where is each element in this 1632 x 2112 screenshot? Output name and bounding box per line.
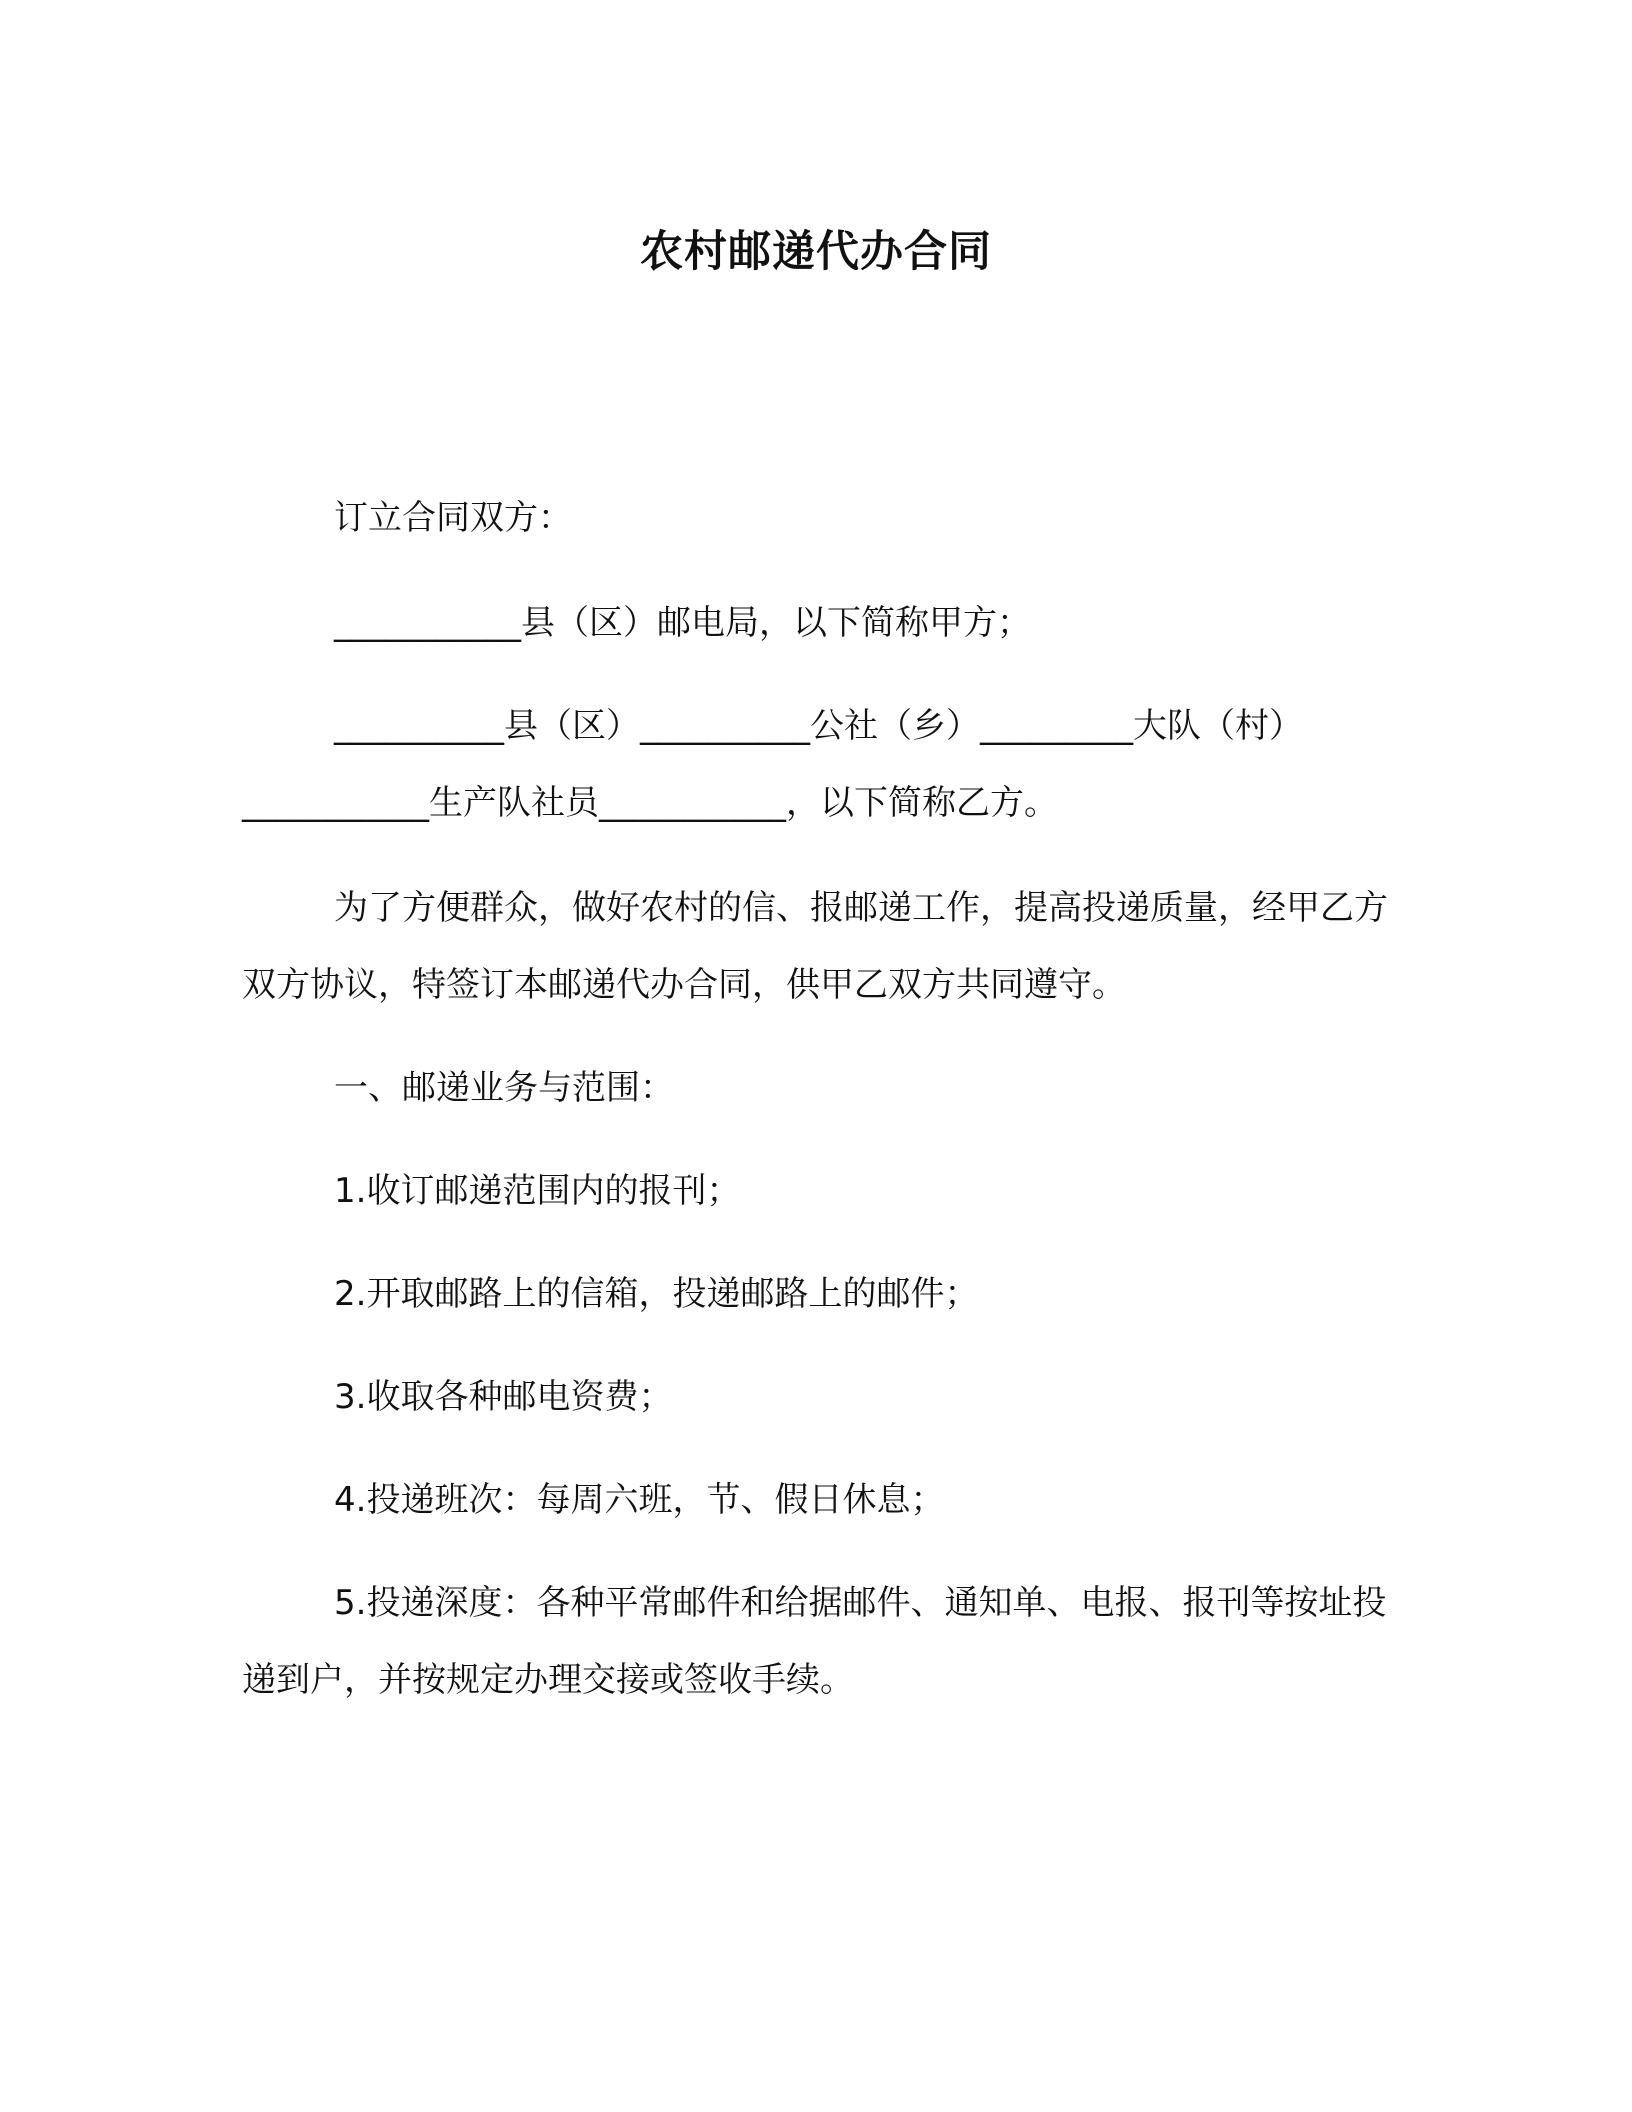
paragraph-party-b: __________县（区）__________公社（乡）_________大队（村）___________生产队社员___________，以下简称乙方。 — [242, 706, 1303, 823]
list-item-2: 2.开取邮路上的信箱，投递邮路上的邮件； — [334, 1274, 979, 1314]
list-item-5: 5.投递深度：各种平常邮件和给据邮件、通知单、电报、报刊等按址投递到户，并按规定办理交接或签收手续。 — [242, 1583, 1387, 1700]
list-item-1: 1.收订邮递范围内的报刊； — [334, 1171, 741, 1211]
paragraph-party-a: ___________县（区）邮电局，以下简称甲方； — [334, 603, 1031, 643]
document-title: 农村邮递代办合同 — [640, 227, 992, 277]
list-item-4: 4.投递班次：每周六班，节、假日休息； — [334, 1480, 945, 1520]
section-heading-scope: 一、邮递业务与范围： — [334, 1068, 674, 1108]
list-item-3: 3.收取各种邮电资费； — [334, 1377, 673, 1417]
paragraph-purpose: 为了方便群众，做好农村的信、报邮递工作，提高投递质量，经甲乙方双方协议，特签订本邮递代办合同，供甲乙双方共同遵守。 — [242, 888, 1388, 1005]
paragraph-parties-heading: 订立合同双方： — [334, 498, 572, 538]
